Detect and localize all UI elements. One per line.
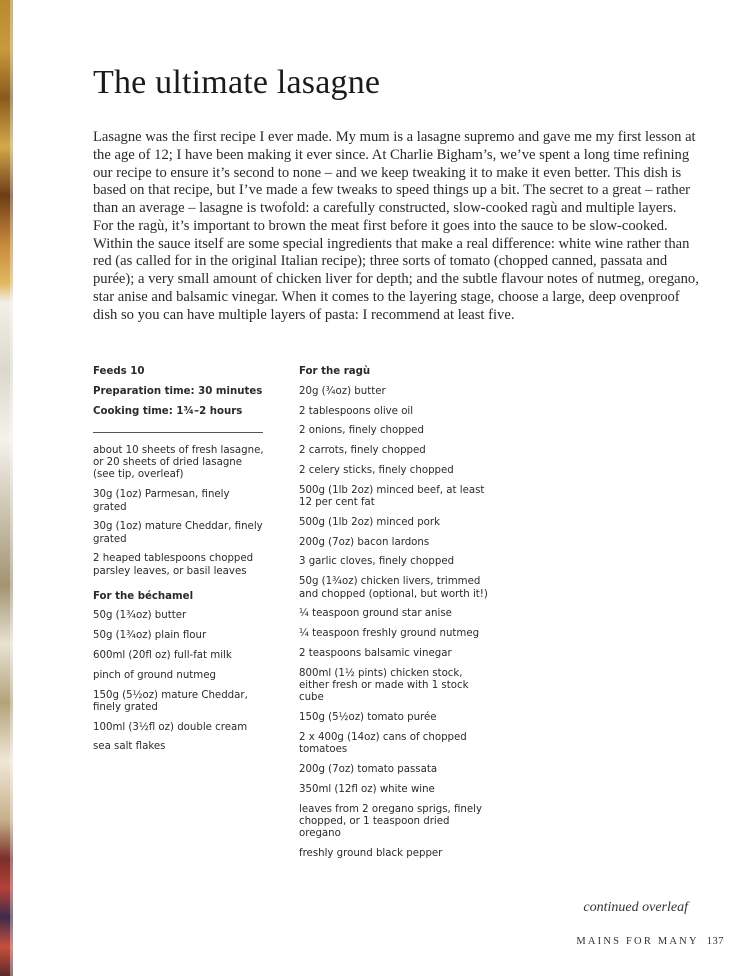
ragu-ingredient: 350ml (12fl oz) white wine bbox=[299, 783, 435, 795]
ragu-ingredient: 500g (1lb 2oz) minced beef, at least 12 per cent fat bbox=[299, 484, 485, 509]
ragu-ingredient: ¼ teaspoon ground star anise bbox=[299, 608, 452, 620]
ragu-ingredient: 2 celery sticks, finely chopped bbox=[299, 464, 454, 476]
ragu-ingredient: 150g (5½oz) tomato purée bbox=[299, 712, 437, 724]
prep-time: Preparation time: 30 minutes bbox=[93, 385, 263, 397]
feeds-info: Feeds 10 bbox=[93, 366, 145, 377]
ragu-ingredient: 3 garlic cloves, finely chopped bbox=[299, 556, 455, 568]
ingredient: 2 heaped tablespoons chopped parsley leaves, or basil leaves bbox=[93, 553, 254, 577]
ragu-ingredient: 50g (1¾oz) chicken livers, trimmed and chopped (optional, but worth it!) bbox=[299, 576, 488, 600]
ragu-ingredient: 2 teaspoons balsamic vinegar bbox=[299, 647, 452, 659]
bechamel-ingredient: pinch of ground nutmeg bbox=[93, 669, 216, 681]
ingredient: about 10 sheets of fresh lasagne, or 20 sheets of dried lasagne (see tip, overleaf) bbox=[93, 444, 264, 481]
ingredient: 30g (1oz) Parmesan, finely grated bbox=[93, 489, 230, 513]
right-column bbox=[299, 366, 489, 868]
bechamel-ingredient: 150g (5½oz) mature Cheddar, finely grated bbox=[93, 689, 248, 713]
ragu-ingredient: 2 carrots, finely chopped bbox=[299, 445, 426, 457]
divider bbox=[93, 432, 263, 433]
section-name: MAINS FOR MANY bbox=[576, 936, 699, 947]
cook-time: Cooking time: 1¾–2 hours bbox=[93, 405, 243, 417]
ragu-ingredient: 20g (¾oz) butter bbox=[299, 385, 386, 397]
continued-overleaf: continued overleaf bbox=[583, 900, 688, 915]
recipe-title: The ultimate lasagne bbox=[93, 64, 381, 101]
bechamel-ingredient: 600ml (20fl oz) full-fat milk bbox=[93, 649, 232, 661]
bechamel-ingredient: 100ml (3½fl oz) double cream bbox=[93, 721, 248, 733]
bechamel-ingredient: sea salt flakes bbox=[93, 741, 166, 753]
ragu-ingredient: 2 onions, finely chopped bbox=[299, 425, 424, 437]
ragu-ingredient: 2 x 400g (14oz) cans of chopped tomatoes bbox=[299, 731, 467, 756]
ragu-ingredient: freshly ground black pepper bbox=[299, 848, 443, 860]
ragu-ingredient: 800ml (1½ pints) chicken stock, either fresh or made with 1 stock cube bbox=[299, 667, 469, 704]
recipe-intro: Lasagne was the first recipe I ever made. My mum is a lasagne supremo and gave me my first lesson at the age of 12; I have been making it ever since. At Charlie Bigham’s, we’ve spent a long time refining our recipe to ensure it’s second to none – and we keep tweaking it to make it even better. This dish is based on that recipe, but I’ve made a few tweaks to speed things up a bit. The secret to a great – rather than an average – lasagne is twofold: a carefully constructed, slow-cooked ragù and multiple layers. For the ragù, it’s important to brown the meat first before it goes into the sauce to be slow-cooked. Within the sauce itself are some special ingredients that make a real difference: white wine rather than red (as called for in the original Italian recipe); three sorts of tomato (chopped canned, passata and purée); a very small amount of chicken liver for depth; and the subtle flavour notes of nutmeg, oregano, star anise and balsamic vinegar. When it comes to the layering stage, choose a large, deep ovenproof dish so you can have multiple layers of pasta: I recommend at least five. bbox=[93, 129, 699, 323]
bechamel-ingredient: 50g (1¾oz) butter bbox=[93, 610, 187, 622]
food-photo-edge bbox=[0, 0, 13, 976]
page-number: 137 bbox=[706, 936, 724, 947]
ragu-ingredient: leaves from 2 oregano sprigs, finely chopped, or 1 teaspoon dried oregano bbox=[299, 803, 482, 840]
bechamel-ingredient: 50g (1¾oz) plain flour bbox=[93, 630, 207, 642]
ragu-ingredient: 200g (7oz) bacon lardons bbox=[299, 536, 430, 548]
ragu-ingredient: 2 tablespoons olive oil bbox=[299, 405, 414, 417]
ragu-ingredient: ¼ teaspoon freshly ground nutmeg bbox=[299, 628, 480, 640]
bechamel-heading: For the béchamel bbox=[93, 590, 194, 602]
page-footer bbox=[576, 936, 724, 947]
ragu-heading: For the ragù bbox=[299, 366, 371, 377]
ragu-ingredient: 500g (1lb 2oz) minced pork bbox=[299, 516, 440, 528]
ingredient: 30g (1oz) mature Cheddar, finely grated bbox=[93, 521, 263, 545]
ragu-ingredient: 200g (7oz) tomato passata bbox=[299, 764, 438, 776]
left-column bbox=[93, 366, 265, 761]
